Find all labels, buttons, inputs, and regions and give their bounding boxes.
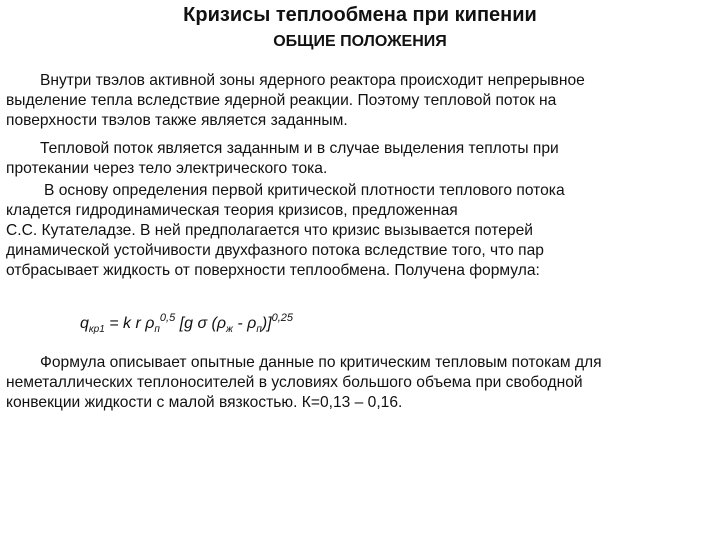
text-line: выделение тепла вследствие ядерной реакции. Поэтому тепловой поток на	[6, 92, 557, 109]
text-line: отбрасывает жидкость от поверхности теплообмена. Получена формула:	[6, 262, 540, 279]
paragraph-kutateladze-theory	[6, 181, 711, 281]
text-line: Тепловой поток является заданным и в случае выделения теплоты при	[40, 140, 559, 157]
text-line: С.С. Кутателадзе. В ней предполагается что кризис вызывается потерей	[6, 222, 533, 239]
text-line: конвекции жидкости с малой вязкостью. К=0,13 – 0,16.	[6, 394, 403, 411]
text-line: В основу определения первой критической плотности теплового потока	[44, 182, 565, 199]
paragraph-nuclear-heat	[6, 71, 711, 131]
text-line: неметаллических теплоносителей в условиях большого объема при свободной	[6, 374, 583, 391]
text-line: Формула описывает опытные данные по критическим тепловым потокам для	[40, 354, 602, 371]
text-line: Внутри твэлов активной зоны ядерного реактора происходит непрерывное	[40, 72, 585, 89]
text-line: протекании через тело электрического тока.	[6, 160, 328, 177]
text-line: кладется гидродинамическая теория кризисов, предложенная	[6, 202, 458, 219]
paragraph-formula-description	[6, 353, 711, 413]
slide-subtitle: ОБЩИЕ ПОЛОЖЕНИЯ	[273, 33, 447, 50]
slide-title: Кризисы теплообмена при кипении	[183, 4, 537, 26]
text-line: динамической устойчивости двухфазного потока вследствие того, что пар	[6, 242, 544, 259]
paragraph-electric-heat	[6, 139, 711, 179]
critical-heat-flux-formula: $q_{кр1} = k$ r $\rho_п^{0,5}$ [g σ $(\rho_ж - \rho_п)]^{0,25}$	[80, 312, 294, 335]
text-line: поверхности твэлов также является заданным.	[6, 112, 348, 129]
